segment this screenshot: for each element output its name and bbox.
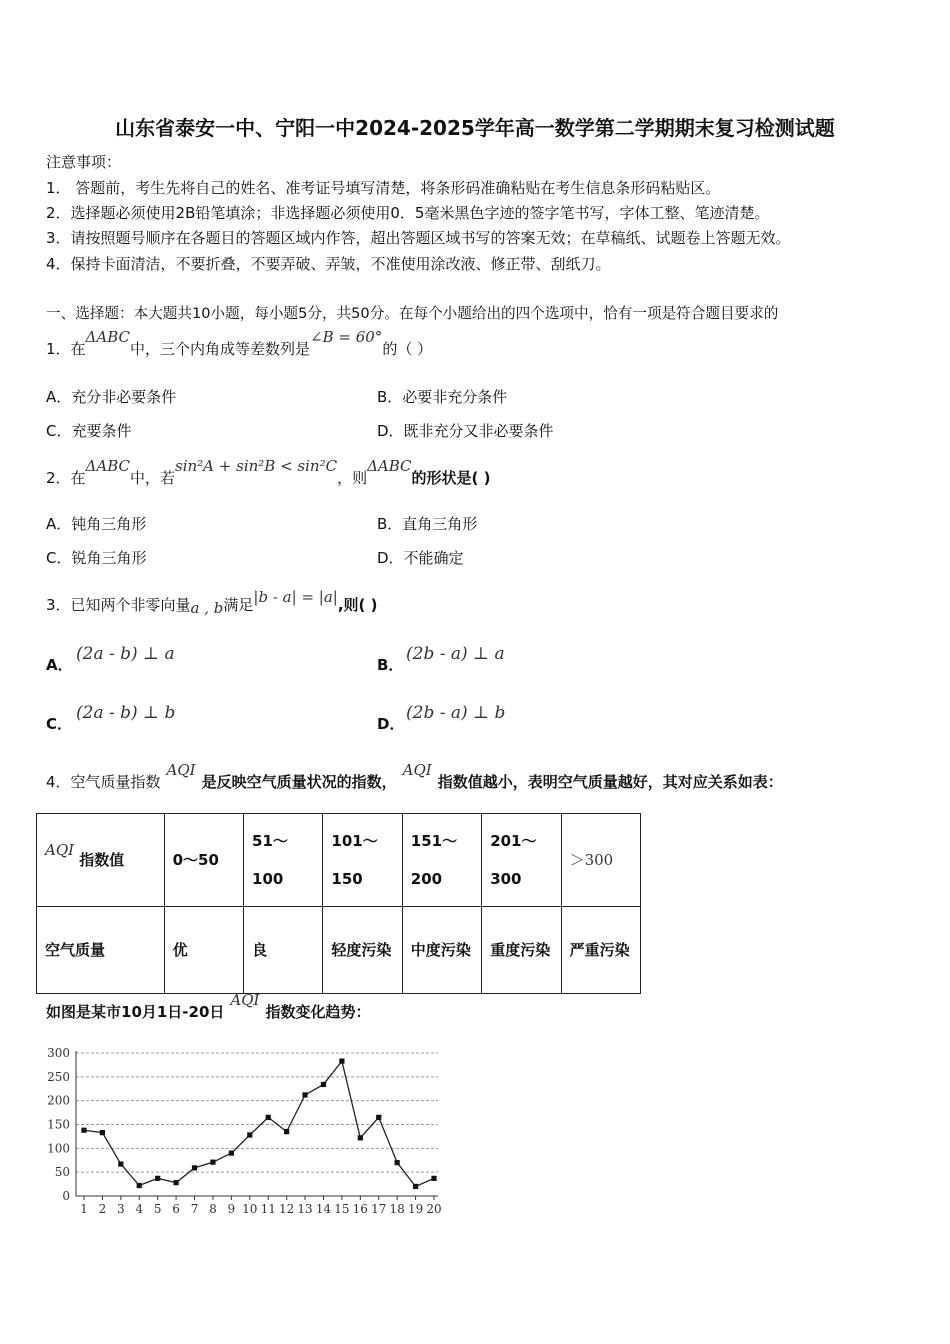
q3-math-condition: |b - a| = |a| <box>253 588 338 606</box>
data-point <box>321 1082 326 1087</box>
q3-option-a-label: A． <box>46 656 73 674</box>
table-cell: 优 <box>164 907 243 994</box>
notice-item-1: 1． 答题前，考生先将自己的姓名、准考证号填写清楚，将条形码准确粘贴在考生信息条形码粘贴区。 <box>46 179 721 197</box>
table-cell: 201～300 <box>482 814 561 907</box>
q2-option-c: C．锐角三角形 <box>46 549 147 567</box>
data-point <box>358 1135 363 1140</box>
x-tick-label: 13 <box>297 1202 313 1216</box>
q2-option-d: D．不能确定 <box>377 549 464 567</box>
table-cell: 中度污染 <box>402 907 481 994</box>
question-4 <box>46 761 783 792</box>
table-header-cell: 空气质量 <box>37 907 165 994</box>
q3-option-b-label: B． <box>377 656 404 674</box>
y-tick-label: 300 <box>47 1046 70 1060</box>
x-tick-label: 1 <box>80 1202 88 1216</box>
table-cell: 轻度污染 <box>323 907 402 994</box>
q3-option-c: (2a - b) ⊥ b <box>76 703 176 723</box>
data-point <box>247 1132 252 1137</box>
question-3 <box>46 588 378 617</box>
q1-option-b: B．必要非充分条件 <box>377 388 508 406</box>
q1-tail: 的（ ） <box>382 340 433 358</box>
data-point <box>192 1165 197 1170</box>
table-cell: ＞300 <box>561 814 640 907</box>
q1-num: 1．在 <box>46 340 86 358</box>
q2-option-b: B．直角三角形 <box>377 515 478 533</box>
q2-num: 2．在 <box>46 469 86 487</box>
aqi-line-chart <box>40 1040 450 1220</box>
caption-post: 指数变化趋势： <box>265 1003 371 1021</box>
data-point <box>302 1092 307 1097</box>
y-tick-label: 0 <box>62 1189 70 1203</box>
q4-num: 4．空气质量指数 <box>46 773 161 791</box>
q3-math-vectors: a , b <box>190 599 224 617</box>
table-cell: 51～100 <box>244 814 323 907</box>
table-cell: 重度污染 <box>482 907 561 994</box>
series-line <box>84 1061 434 1186</box>
x-tick-label: 14 <box>315 1202 332 1216</box>
x-tick-label: 15 <box>334 1202 350 1216</box>
q2-math-triangle2: ΔABC <box>367 457 412 475</box>
data-point <box>118 1161 123 1166</box>
q2-text: 中，若 <box>130 469 176 487</box>
x-tick-label: 12 <box>278 1202 295 1216</box>
data-point <box>284 1129 289 1134</box>
q1-option-c: C．充要条件 <box>46 422 132 440</box>
table-cell: 0～50 <box>164 814 243 907</box>
notice-item-2: 2．选择题必须使用2B铅笔填涂；非选择题必须使用0．5毫米黑色字迹的签字笔书写，字体工整、笔迹清楚。 <box>46 204 770 222</box>
q4-math-aqi2: AQI <box>402 761 432 779</box>
data-point <box>174 1180 179 1185</box>
q3-option-d-label: D． <box>377 715 405 733</box>
caption-math: AQI <box>230 991 260 1009</box>
y-tick-label: 250 <box>47 1069 70 1084</box>
page-title: 山东省泰安一中、宁阳一中2024-2025学年高一数学第二学期期末复习检测试题 <box>115 116 835 140</box>
y-tick-label: 200 <box>47 1093 70 1108</box>
aqi-table <box>36 813 641 994</box>
x-tick-label: 7 <box>190 1202 199 1216</box>
x-tick-label: 3 <box>117 1202 125 1216</box>
question-2 <box>46 457 491 488</box>
x-tick-label: 10 <box>242 1202 258 1216</box>
y-tick-label: 150 <box>47 1117 70 1132</box>
x-tick-label: 19 <box>407 1202 424 1216</box>
q3-option-d: (2b - a) ⊥ b <box>406 703 506 723</box>
x-tick-label: 4 <box>135 1202 144 1216</box>
q1-math-angle: ∠B = 60° <box>310 328 383 346</box>
question-1 <box>46 328 433 359</box>
q2-text2: ，则 <box>337 469 368 487</box>
q3-option-c-label: C． <box>46 715 73 733</box>
table-cell: 151～200 <box>402 814 481 907</box>
data-point <box>210 1160 215 1165</box>
q2-tail: 的形状是( ) <box>411 469 491 487</box>
y-tick-label: 100 <box>47 1141 70 1156</box>
table-row <box>37 814 641 907</box>
q1-option-a: A．充分非必要条件 <box>46 388 177 406</box>
x-tick-label: 11 <box>260 1202 276 1216</box>
q3-option-b: (2b - a) ⊥ a <box>406 644 505 664</box>
data-point <box>100 1130 105 1135</box>
caption-pre: 如图是某市10月1日-20日 <box>46 1003 225 1021</box>
notice-item-3: 3．请按照题号顺序在各题目的答题区域内作答，超出答题区域书写的答案无效；在草稿纸、试题卷上答题无效。 <box>46 229 791 247</box>
data-point <box>266 1115 271 1120</box>
table-cell: 严重污染 <box>561 907 640 994</box>
chart-caption <box>46 991 371 1022</box>
q2-option-a: A．钝角三角形 <box>46 515 147 533</box>
data-point <box>81 1128 86 1133</box>
data-point <box>376 1115 381 1120</box>
data-point <box>155 1176 160 1181</box>
table-cell: 101～150 <box>323 814 402 907</box>
table-header-cell <box>37 814 165 907</box>
data-point <box>413 1184 418 1189</box>
data-point <box>229 1151 234 1156</box>
table-row <box>37 907 641 994</box>
q1-text: 中，三个内角成等差数列是 <box>130 340 311 358</box>
notice-heading: 注意事项： <box>46 153 122 171</box>
q1-math-triangle: ΔABC <box>85 328 130 346</box>
q2-math-triangle: ΔABC <box>85 457 130 475</box>
section-heading: 一、选择题：本大题共10小题，每小题5分，共50分。在每个小题给出的四个选项中，恰有一项是符合题目要求的 <box>46 305 779 322</box>
x-tick-label: 17 <box>371 1202 387 1216</box>
table-cell: 良 <box>244 907 323 994</box>
q3-text: 满足 <box>223 596 254 614</box>
x-tick-label: 2 <box>98 1202 107 1216</box>
q3-num: 3．已知两个非零向量 <box>46 596 191 614</box>
data-point <box>339 1059 344 1064</box>
x-tick-label: 16 <box>352 1202 368 1216</box>
x-tick-label: 18 <box>389 1202 405 1216</box>
y-tick-label: 50 <box>54 1165 70 1180</box>
q4-text: 是反映空气质量状况的指数， <box>201 773 397 791</box>
q1-option-d: D．既非充分又非必要条件 <box>377 422 554 440</box>
aqi-label: 指数值 <box>79 851 125 869</box>
x-tick-label: 20 <box>426 1202 442 1216</box>
q4-math-aqi: AQI <box>166 761 196 779</box>
x-tick-label: 6 <box>172 1202 180 1216</box>
x-tick-label: 8 <box>209 1202 217 1216</box>
data-point <box>137 1183 142 1188</box>
notice-item-4: 4．保持卡面清洁，不要折叠，不要弄破、弄皱，不准使用涂改液、修正带、刮纸刀。 <box>46 255 611 273</box>
q4-tail: 指数值越小，表明空气质量越好，其对应关系如表： <box>437 773 783 791</box>
x-tick-label: 5 <box>153 1202 162 1216</box>
aqi-label-math: AQI <box>45 841 75 859</box>
q2-math-inequality: sin²A + sin²B < sin²C <box>175 457 338 475</box>
data-point <box>431 1176 436 1181</box>
data-point <box>395 1160 400 1165</box>
q3-option-a: (2a - b) ⊥ a <box>76 644 175 664</box>
x-tick-label: 9 <box>227 1202 236 1216</box>
q3-tail: ,则( ) <box>337 596 378 614</box>
